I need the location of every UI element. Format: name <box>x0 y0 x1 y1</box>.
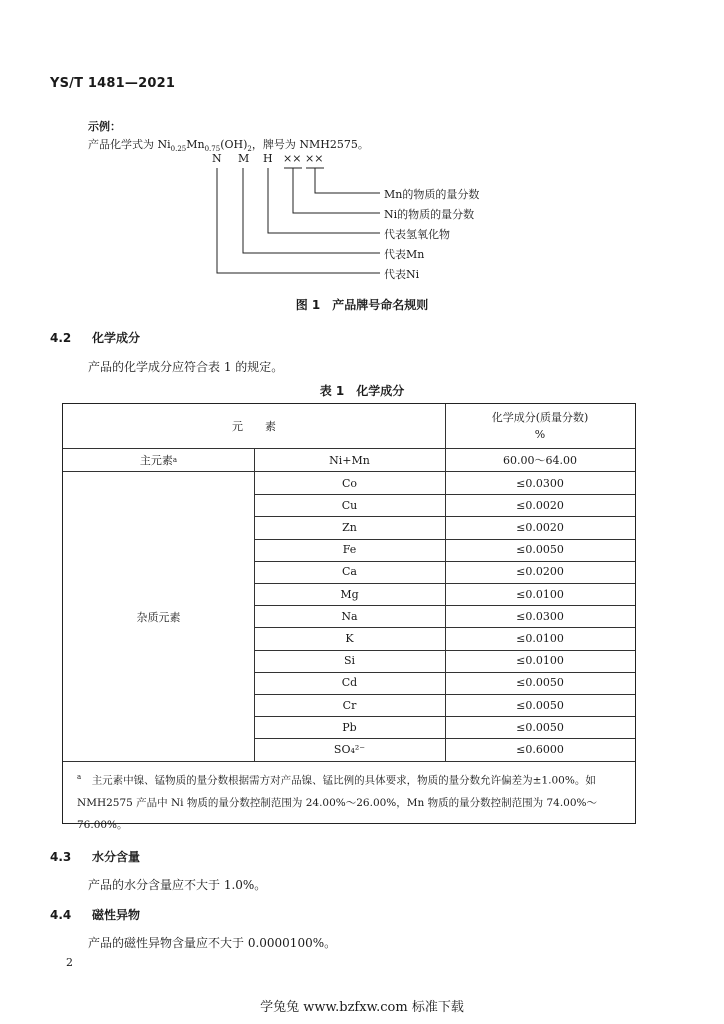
section-4-2-title: 化学成分 <box>92 331 141 345</box>
oh-subscript: 2 <box>247 145 252 154</box>
impurity-value: ≤0.0050 <box>516 676 564 690</box>
code-mn-digits: ×× <box>305 152 324 165</box>
impurity-element: Ca <box>342 565 357 579</box>
footnote-mark: a <box>77 773 82 781</box>
impurity-value: ≤0.0020 <box>516 498 564 512</box>
header-composition <box>445 404 635 448</box>
code-letter-m: M <box>238 152 250 165</box>
impurity-value: ≤0.0300 <box>516 609 564 623</box>
page-number: 2 <box>66 956 73 969</box>
naming-diagram-lines <box>0 0 724 300</box>
table-caption: 表 1 化学成分 <box>319 384 405 398</box>
impurity-group-label: 杂质元素 <box>136 610 181 624</box>
section-4-2-number: 4.2 <box>50 331 72 345</box>
impurity-value: ≤0.0100 <box>516 654 564 668</box>
mn-subscript: 0.75 <box>204 145 221 154</box>
chemical-composition-table <box>62 403 636 831</box>
impurity-element: Zn <box>342 520 357 534</box>
impurity-value: ≤0.0050 <box>516 720 564 734</box>
main-element: Ni+Mn <box>329 453 370 467</box>
ni-subscript: 0.25 <box>170 145 187 154</box>
formula-suffix: ，牌号为 NMH2575。 <box>251 138 369 151</box>
table-footnote <box>77 766 627 836</box>
label-hydroxide: 代表氢氧化物 <box>384 228 450 241</box>
impurity-element: Cr <box>342 698 357 712</box>
section-4-4-text: 产品的磁性异物含量应不大于 0.0000100%。 <box>88 936 337 950</box>
section-4-4-heading <box>50 906 140 923</box>
code-letter-n: N <box>212 152 222 165</box>
code-ni-digits: ×× <box>283 152 302 165</box>
header-composition-unit: % <box>534 428 546 441</box>
main-group-footnote-mark: a <box>172 456 178 464</box>
main-value: 60.00～64.00 <box>503 454 577 467</box>
footnote-text: 主元素中镍、锰物质的量分数根据需方对产品镍、锰比例的具体要求，物质的量分数允许偏差为±1.00%。如NMH2575 产品中 Ni 物质的量分数控制范围为 24.00%～26.00%，Mn 物质的量分数控制范围为 74.00%～76.00%。 <box>77 774 598 831</box>
footer-watermark: 学兔兔 www.bzfxw.com 标准下载 <box>260 1000 464 1015</box>
code-letter-h: H <box>263 152 273 165</box>
label-mn-fraction: Mn的物质的量分数 <box>384 188 480 201</box>
formula-oh: (OH) <box>220 138 248 151</box>
section-4-4-title: 磁性异物 <box>92 908 141 922</box>
impurity-element: Cd <box>341 676 358 690</box>
impurity-element: Na <box>341 609 358 623</box>
impurity-value: ≤0.0050 <box>516 543 564 557</box>
impurity-element: Si <box>343 654 356 668</box>
impurity-element: K <box>345 631 354 645</box>
label-ni-fraction: Ni的物质的量分数 <box>384 208 475 221</box>
impurity-value: ≤0.0020 <box>516 520 564 534</box>
impurity-element: SO₄²⁻ <box>333 742 366 756</box>
impurity-element: Pb <box>342 720 357 734</box>
impurity-element: Fe <box>342 543 357 557</box>
section-4-2-text: 产品的化学成分应符合表 1 的规定。 <box>88 360 284 374</box>
impurity-element: Co <box>341 476 358 490</box>
section-4-4-number: 4.4 <box>50 908 72 922</box>
main-group-label: 主元素 a <box>139 454 178 467</box>
impurity-value: ≤0.0050 <box>516 698 564 712</box>
impurity-element: Cu <box>341 498 358 512</box>
label-mn: 代表Mn <box>384 248 425 261</box>
header-composition-line1: 化学成分(质量分数) <box>491 411 589 424</box>
impurity-value: ≤0.6000 <box>516 742 564 756</box>
section-4-3-text: 产品的水分含量应不大于 1.0%。 <box>88 878 267 892</box>
impurity-value: ≤0.0300 <box>516 476 564 490</box>
header-element: 元 素 <box>232 420 276 433</box>
table-body-bottom-line <box>63 761 635 762</box>
impurity-value: ≤0.0200 <box>516 565 564 579</box>
example-title: 示例： <box>88 120 121 133</box>
standard-number: YS/T 1481—2021 <box>50 76 176 91</box>
section-4-3-title: 水分含量 <box>92 850 141 864</box>
section-4-3-number: 4.3 <box>50 850 72 864</box>
section-4-2-heading <box>50 329 140 346</box>
label-ni: 代表Ni <box>384 268 420 281</box>
figure-caption: 图 1 产品牌号命名规则 <box>295 298 429 312</box>
formula-mn: Mn <box>186 138 205 151</box>
impurity-element: Mg <box>340 587 359 601</box>
impurity-value: ≤0.0100 <box>516 587 564 601</box>
formula-prefix: 产品化学式为 Ni <box>88 138 171 151</box>
section-4-3-heading <box>50 848 140 865</box>
impurity-value: ≤0.0100 <box>516 631 564 645</box>
